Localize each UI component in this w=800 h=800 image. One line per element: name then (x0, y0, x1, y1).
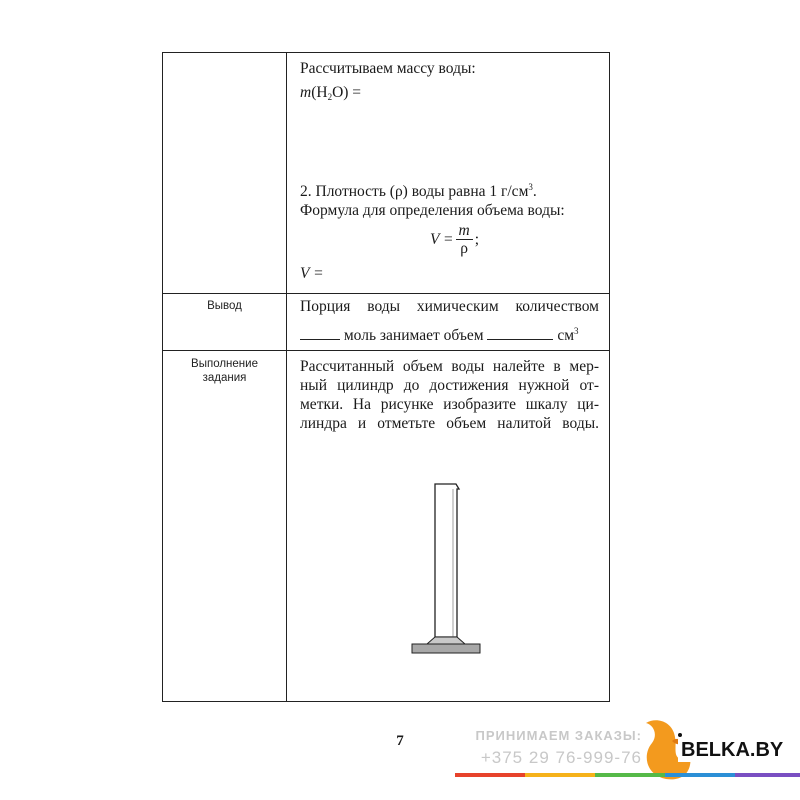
conclusion-label: Вывод (207, 300, 242, 312)
density-text: 2. Плотность (ρ) воды равна 1 г/см (300, 183, 529, 200)
fraction-denominator: ρ (460, 240, 468, 257)
formula-end: ; (474, 231, 480, 249)
task-label-line2: задания (202, 372, 247, 384)
volume-formula (300, 223, 599, 258)
volume-result: V = (300, 265, 324, 282)
column-divider (286, 53, 287, 701)
calculation-cell (300, 59, 599, 283)
task-line3: метки. На рисунке изобразите шкалу ци- (300, 396, 599, 413)
density-line (300, 178, 599, 201)
conclusion-line2 (300, 322, 599, 345)
row-divider (163, 350, 609, 351)
phone-number: +375 29 76-999-76 (480, 748, 642, 767)
mass-subscript: 2 (327, 92, 333, 102)
mass-symbol: m (300, 84, 312, 101)
rainbow-stripe (455, 773, 800, 783)
row-divider (163, 293, 609, 294)
task-label (163, 357, 286, 385)
worksheet-table (162, 52, 610, 702)
conclusion-line1: Порция воды химическим количеством (300, 298, 599, 315)
task-line1: Рассчитанный объем воды налейте в мер- (300, 358, 599, 375)
volume-formula-intro: Формула для определения объема воды: (300, 202, 565, 219)
conclusion-mid: моль занимает объем (343, 327, 484, 344)
fraction-numerator: m (456, 223, 473, 240)
order-text: ПРИНИМАЕМ ЗАКАЗЫ: (475, 728, 642, 743)
task-line4: линдра и отметьте объем налитой воды. (300, 415, 599, 432)
unit-superscript: 3 (574, 326, 579, 336)
mass-open: (H (311, 84, 328, 101)
task-label-line1: Выполнение (191, 358, 258, 370)
belka-logo: BELKA.BY (678, 739, 786, 762)
mass-intro: Рассчитываем массу воды: (300, 60, 476, 77)
task-cell (300, 357, 599, 433)
density-end: . (532, 183, 537, 200)
amount-blank[interactable] (300, 327, 340, 340)
volume-blank[interactable] (487, 327, 553, 340)
unit-label: см (557, 327, 575, 344)
formula-fraction (456, 223, 473, 258)
formula-lhs: V = (429, 231, 454, 249)
graduated-cylinder-drawing[interactable] (408, 481, 483, 661)
task-line2: ный цилиндр до достижения нужной от- (300, 377, 599, 394)
page-number: 7 (396, 733, 404, 749)
mass-close: O) = (332, 84, 362, 101)
density-superscript: 3 (528, 182, 533, 192)
mass-formula (300, 83, 599, 107)
order-watermark (452, 725, 642, 769)
conclusion-cell (300, 297, 599, 345)
